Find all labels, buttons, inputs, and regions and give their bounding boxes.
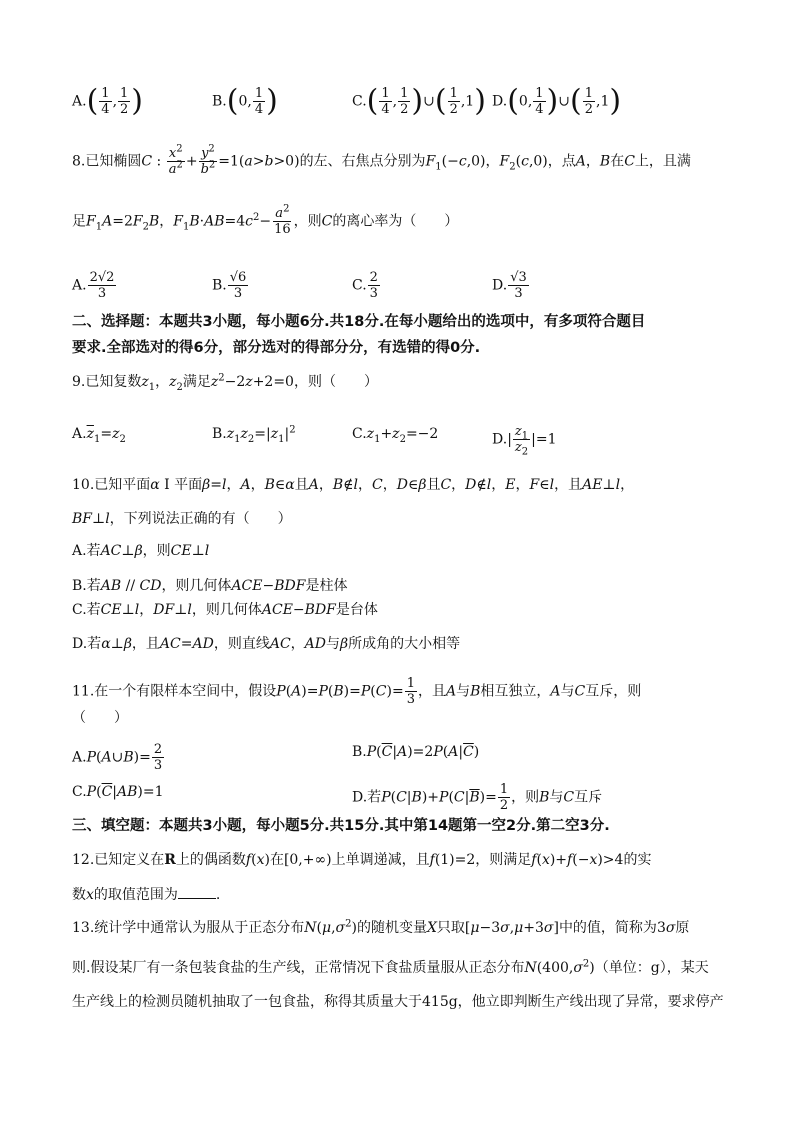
q11-stem-line1: 11.在一个有限样本空间中，假设P(A)=P(B)=P(C)= $\frac{1}{3}$ ，且A与B相互独立，A与C互斥，则 — [72, 676, 642, 707]
q10-option-c[interactable]: C.若CE⊥l，DF⊥l，则几何体ACE−BDF是台体 — [72, 602, 378, 618]
q7-option-a[interactable]: A.( $\frac{1}{4}$ , $\frac{1}{2}$ ) — [72, 83, 144, 119]
q9-option-d[interactable]: D.| $\frac{z_1}{z_2}$ |=1 — [492, 424, 557, 458]
q11-option-c[interactable]: $C.P(\overline{C}|AB)=1$ — [72, 784, 164, 800]
q7-option-c[interactable]: C.( $\frac{1}{4}$ , $\frac{1}{2}$ )∪( $\frac{1}{2}$ ,1) — [352, 83, 486, 119]
q7-option-b[interactable]: B.(0, $\frac{1}{4}$ ) — [212, 83, 278, 119]
q8-line1: 8.已知椭圆C : $\frac{x^2}{a^2}$ + $\frac{y^2}{b^2}$ =1(a>b>0)的左、右焦点分别为$F_1(-c,0)$，$F_2(c,0)$，点A，B在C上，且满 — [72, 143, 691, 177]
q12-stem-line2: 数x的取值范围为 . — [72, 884, 220, 905]
q10-stem-line2: BF⊥l，下列说法正确的有（ ） — [72, 511, 292, 527]
q9-option-c[interactable]: $C.z_1+z_2=-2$ — [352, 426, 439, 445]
q9-option-a[interactable]: $A.\overline{z}_1=z_2$ — [72, 426, 126, 445]
q11-stem-line2: （ ） — [72, 710, 128, 726]
q8-line2: 足$F_1A=2F_2B$，$F_1B\cdot AB=4c^2-$ $\frac{a^2}{16}$ ，则C的离心率为（ ） — [72, 203, 459, 237]
section-3-heading: 三、填空题：本题共3小题，每小题5分.共15分.其中第14题第一空2分.第二空3分. — [72, 818, 610, 834]
q12-stem-line1: 12.已知定义在R上的偶函数f(x)在[0,+∞)上单调递减，且f(1)=2，则满足f(x)+f(−x)>4的实 — [72, 852, 652, 868]
q13-line2: 则.假设某厂有一条包装食盐的生产线，正常情况下食盐质量服从正态分布$N(400,\sigma^2)$（单位：g），某天 — [72, 958, 709, 976]
q8-option-a[interactable]: A. $\frac{2√2}{3}$ — [72, 270, 115, 301]
q7-option-d[interactable]: D.(0, $\frac{1}{4}$ )∪( $\frac{1}{2}$ ,1) — [492, 83, 622, 119]
q9-stem: 9.已知复数$z_1$，$z_2$满足$z^2-2z+2=0$，则（ ） — [72, 372, 378, 393]
section-2-heading: 二、选择题：本题共3小题，每小题6分.共18分.在每小题给出的选项中，有多项符合题目 — [72, 314, 646, 330]
section-2-heading-cont: 要求.全部选对的得6分，部分选对的得部分分，有选错的得0分. — [72, 340, 481, 356]
q10-option-d[interactable]: D.若α⊥β，且AC=AD，则直线AC，AD与β所成角的大小相等 — [72, 636, 461, 652]
q13-line3: 生产线上的检测员随机抽取了一包食盐，称得其质量大于415g，他立即判断生产线出现了异常，要求停产 — [72, 994, 724, 1010]
q13-line1: 13.统计学中通常认为服从于正态分布$N(\mu,\sigma^2)$的随机变量X只取[μ−3σ,μ+3σ]中的值，简称为3σ原 — [72, 918, 690, 936]
q11-option-d[interactable]: D.若$P(C|B)+P(C|\overline{B})=$ $\frac{1}{2}$ ，则B与C互斥 — [352, 782, 603, 813]
q10-option-b[interactable]: B.若AB // CD，则几何体ACE−BDF是柱体 — [72, 578, 348, 594]
q10-stem-line1: 10.已知平面α I 平面β=l，A，B∈α且A，B∉l，C，D∈β且C，D∉l，E，F∈l，且AE⊥l， — [72, 477, 635, 493]
q8-option-b[interactable]: B. $\frac{√6}{3}$ — [212, 270, 247, 301]
q8-option-c[interactable]: C. $\frac{2}{3}$ — [352, 270, 378, 301]
q11-option-b[interactable]: $B.P(\overline{C}|A)=2P(A|\overline{C})$ — [352, 744, 480, 760]
q11-option-a[interactable]: A.P(A∪B)= $\frac{2}{3}$ — [72, 742, 163, 773]
q10-option-a[interactable]: A.若AC⊥β，则CE⊥l — [72, 543, 210, 559]
answer-blank[interactable] — [178, 884, 216, 899]
q9-option-b[interactable]: $B.z_1z_2=|z_1|^2$ — [212, 424, 296, 445]
q8-option-d[interactable]: D. $\frac{√3}{3}$ — [492, 270, 527, 301]
